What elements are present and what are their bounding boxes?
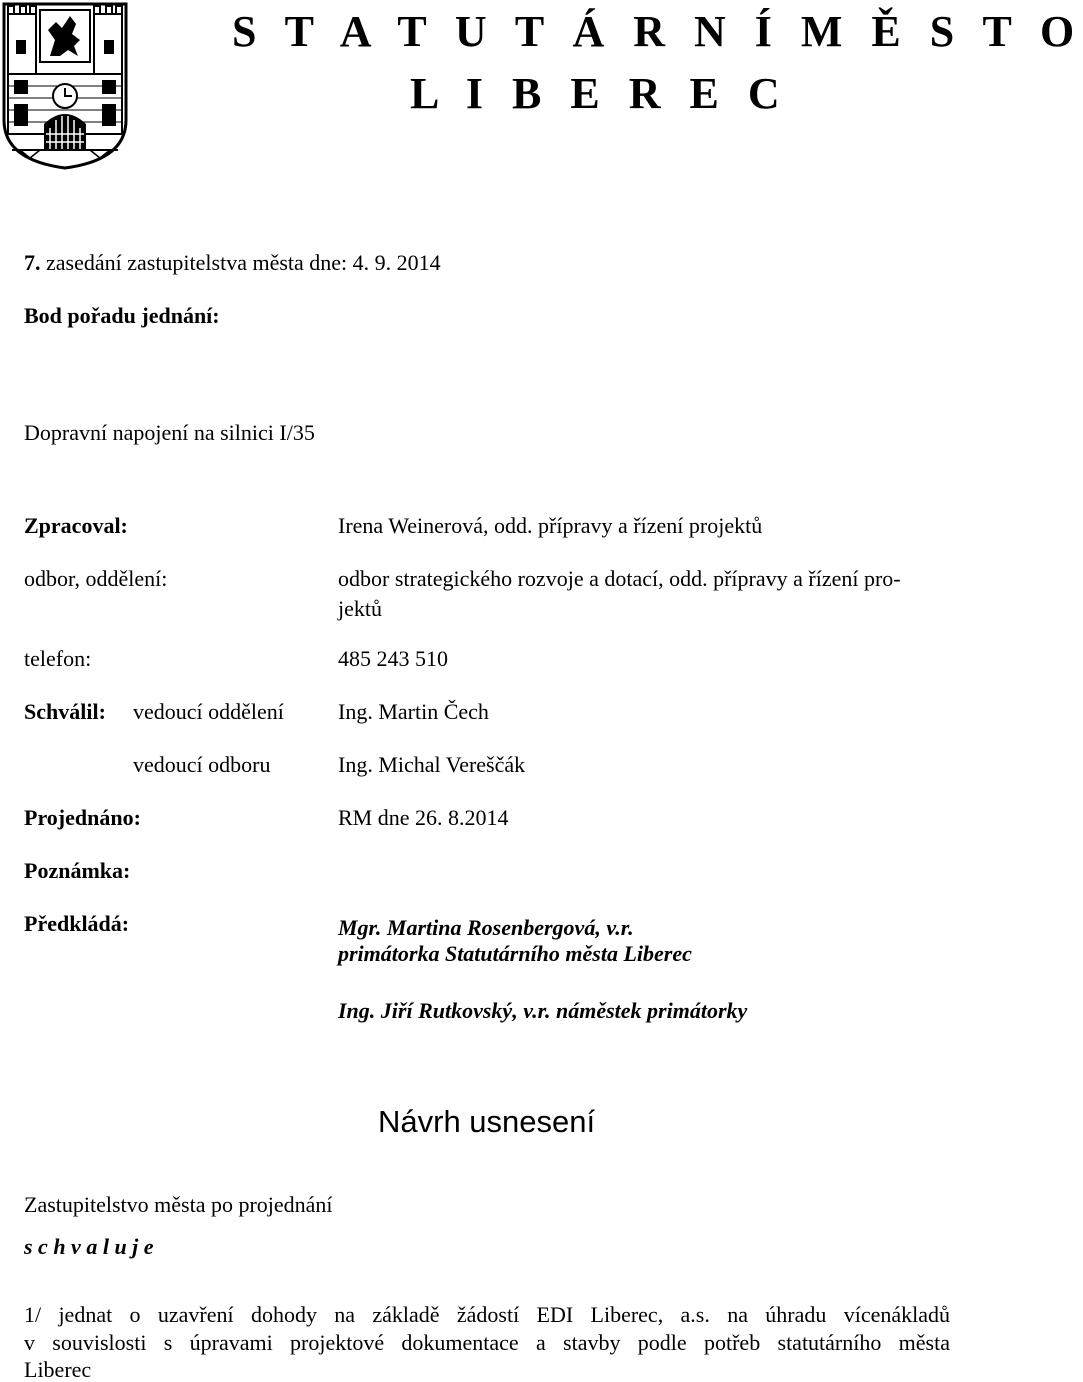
discussed-label: Projednáno: [24, 805, 141, 830]
resolution-intro: Zastupitelstvo města po projednání [24, 1192, 333, 1217]
agenda-label: Bod pořadu jednání: [24, 303, 220, 328]
submitter-1-name: Mgr. Martina Rosenbergová, v.r. [338, 915, 634, 940]
meeting-line [24, 252, 441, 274]
approved-label: Schválil: [24, 699, 106, 724]
submits-label: Předkládá: [24, 911, 130, 936]
approved-role-1: vedoucí oddělení [133, 699, 284, 724]
city-title-line1: S T A T U T Á R N Í M Ě S T O [232, 7, 1083, 56]
phone-value: 485 243 510 [338, 646, 448, 671]
discussed-value: RM dne 26. 8.2014 [338, 805, 509, 830]
resolution-item-line3: Liberec [24, 1357, 92, 1382]
meeting-text: zasedání zastupitelstva města dne: 4. 9. 2014 [46, 250, 441, 275]
meeting-number: 7. [24, 250, 41, 275]
resolution-item-line2: v souvislosti s úpravami projektové dokumentace a stavby podle potřeb statutárního města [24, 1330, 950, 1355]
city-title-line2: L I B E R E C [410, 69, 789, 118]
approved-name-1: Ing. Martin Čech [338, 699, 489, 724]
note-label: Poznámka: [24, 858, 131, 883]
prepared-label: Zpracoval: [24, 513, 128, 538]
resolution-item-line1: 1/ jednat o uzavření dohody na základě žádostí EDI Liberec, a.s. na úhradu vícenákladů [24, 1302, 950, 1327]
submitter-1-title: primátorka Statutárního města Liberec [338, 941, 692, 966]
department-value-line2: jektů [338, 596, 382, 621]
department-value-line1: odbor strategického rozvoje a dotací, odd. přípravy a řízení pro- [338, 566, 901, 591]
approved-role-2: vedoucí odboru [133, 752, 271, 777]
subject: Dopravní napojení na silnici I/35 [24, 420, 315, 445]
submitter-2: Ing. Jiří Rutkovský, v.r. náměstek primátorky [338, 998, 748, 1023]
resolution-title: Návrh usnesení [378, 1104, 596, 1139]
approved-name-2: Ing. Michal Vereščák [338, 752, 526, 777]
resolution-verb: s c h v a l u j e [24, 1234, 154, 1259]
phone-label: telefon: [24, 646, 92, 671]
department-label: odbor, oddělení: [24, 566, 168, 591]
coat-of-arms-icon [0, 0, 130, 170]
prepared-value: Irena Weinerová, odd. přípravy a řízení projektů [338, 513, 763, 538]
